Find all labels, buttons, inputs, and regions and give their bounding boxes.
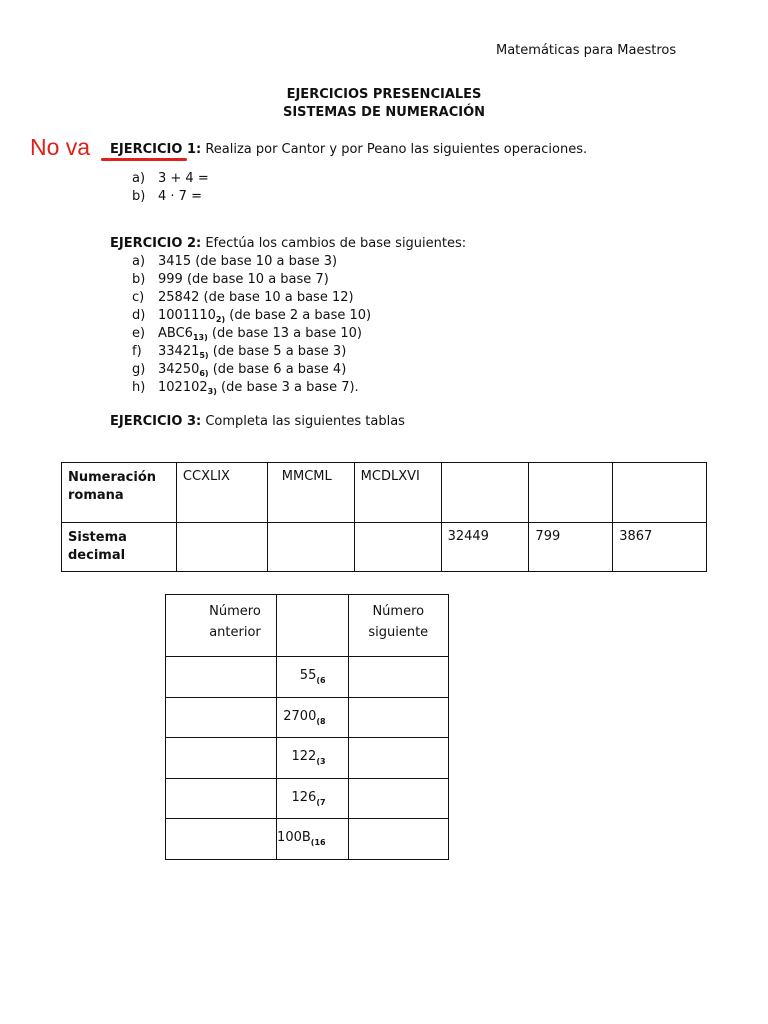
exercise-2-item: g) $34250_{6)}$ (de base 6 a base 4) bbox=[132, 362, 347, 378]
exercise-3-label: EJERCICIO 3: bbox=[110, 414, 202, 429]
previous-number-cell bbox=[166, 778, 277, 819]
table-row bbox=[62, 463, 707, 523]
table-cell bbox=[176, 523, 267, 572]
table-cell: CCXLIX bbox=[176, 463, 267, 523]
exercise-2-item: e) $ABC6_{13)}$ (de base 13 a base 10) bbox=[132, 326, 362, 342]
exercise-2-item: d) $1001110_{2)}$ (de base 2 a base 10) bbox=[132, 308, 372, 324]
successor-table bbox=[165, 594, 449, 860]
header-previous-number: Número anterior bbox=[166, 595, 277, 657]
annotation-underline bbox=[101, 158, 187, 161]
table-cell: 3867 bbox=[613, 523, 707, 572]
next-number-cell bbox=[348, 657, 448, 698]
previous-number-cell bbox=[166, 697, 277, 738]
header-number bbox=[277, 595, 349, 657]
exercise-2-item: c) 25842 (de base 10 a base 12) bbox=[132, 290, 354, 305]
previous-number-cell bbox=[166, 819, 277, 860]
next-number-cell bbox=[348, 819, 448, 860]
exercise-2-text: Efectúa los cambios de base siguientes: bbox=[201, 236, 467, 251]
title-line-1: EJERCICIOS PRESENCIALES bbox=[286, 87, 482, 102]
given-number-cell: $55_{(6}$ bbox=[277, 657, 349, 698]
next-number-cell bbox=[348, 697, 448, 738]
row-header-decimal: Sistema decimal bbox=[62, 523, 177, 572]
table-cell bbox=[267, 523, 354, 572]
table-header-row bbox=[166, 595, 449, 657]
exercise-2-item: b) 999 (de base 10 a base 7) bbox=[132, 272, 329, 287]
table-cell bbox=[441, 463, 529, 523]
exercise-2-item: h) $102102_{3)}$ (de base 3 a base 7). bbox=[132, 380, 359, 396]
table-cell: MCDLXVI bbox=[354, 463, 441, 523]
table-row bbox=[166, 738, 449, 779]
roman-numeral-table bbox=[61, 462, 707, 572]
exercise-2-label: EJERCICIO 2: bbox=[110, 236, 202, 251]
given-number-cell: $122_{(3}$ bbox=[277, 738, 349, 779]
table-cell: 32449 bbox=[441, 523, 529, 572]
table-cell bbox=[613, 463, 707, 523]
exercise-3-heading bbox=[110, 414, 405, 429]
table-row bbox=[166, 697, 449, 738]
exercise-1-item: a) 3 + 4 = bbox=[132, 171, 209, 186]
next-number-cell bbox=[348, 778, 448, 819]
given-number-cell: $126_{(7}$ bbox=[277, 778, 349, 819]
exercise-1-label: EJERCICIO 1: bbox=[110, 142, 202, 157]
table-cell: MMCML bbox=[267, 463, 354, 523]
exercise-1-item: b) 4 · 7 = bbox=[132, 189, 202, 204]
given-number-cell: $100B_{(16}$ bbox=[277, 819, 349, 860]
table-cell bbox=[529, 463, 613, 523]
title-line-2: SISTEMAS DE NUMERACIÓN bbox=[282, 105, 486, 120]
table-row bbox=[166, 819, 449, 860]
table-cell: 799 bbox=[529, 523, 613, 572]
next-number-cell bbox=[348, 738, 448, 779]
exercise-2-item: f) $33421_{5)}$ (de base 5 a base 3) bbox=[132, 344, 347, 360]
previous-number-cell bbox=[166, 738, 277, 779]
exercise-1-text: Realiza por Cantor y por Peano las siguientes operaciones. bbox=[201, 142, 588, 157]
table-row bbox=[166, 657, 449, 698]
header-next-number: Número siguiente bbox=[348, 595, 448, 657]
exercise-3-text: Completa las siguientes tablas bbox=[201, 414, 405, 429]
table-row bbox=[166, 778, 449, 819]
course-header: Matemáticas para Maestros bbox=[496, 43, 677, 58]
row-header-roman: Numeración romana bbox=[62, 463, 177, 523]
handwritten-annotation: No va bbox=[30, 134, 91, 160]
given-number-cell: $2700_{(8}$ bbox=[277, 697, 349, 738]
exercise-2-item: a) 3415 (de base 10 a base 3) bbox=[132, 254, 338, 269]
table-row bbox=[62, 523, 707, 572]
previous-number-cell bbox=[166, 657, 277, 698]
exercise-1-heading bbox=[110, 142, 587, 157]
table-cell bbox=[354, 523, 441, 572]
exercise-2-heading bbox=[110, 236, 466, 251]
